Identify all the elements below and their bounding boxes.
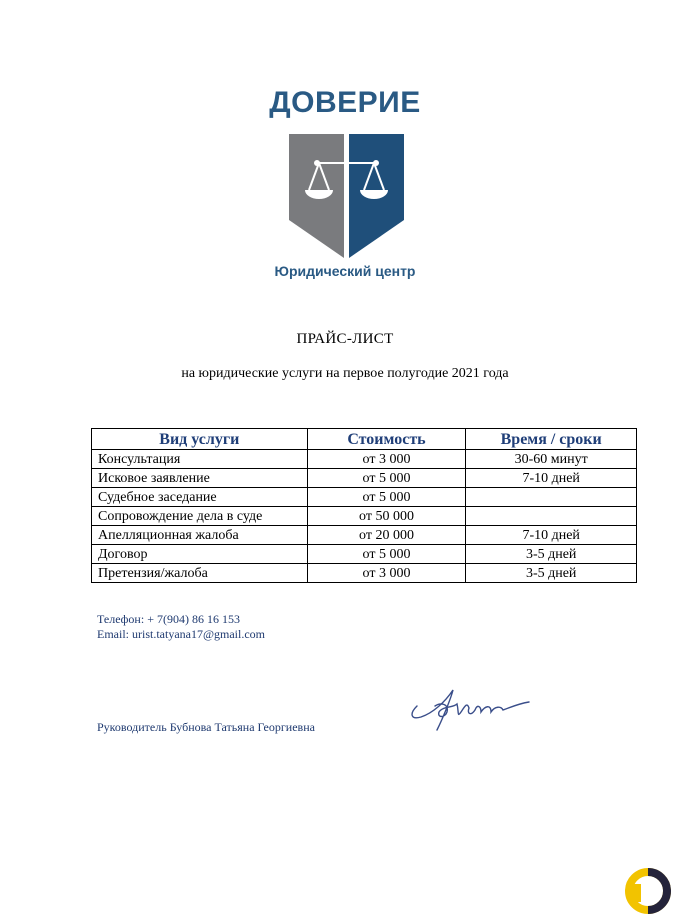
phone-text: Телефон: + 7(904) 86 16 153 — [97, 612, 240, 626]
table-row — [92, 545, 637, 564]
logo-subtitle: Юридический центр — [274, 263, 416, 279]
service-cell: Консультация — [92, 450, 308, 469]
email-text: Email: urist.tatyana17@gmail.com — [97, 627, 266, 641]
table-row — [92, 450, 637, 469]
table-row — [92, 507, 637, 526]
price-cell: от 5 000 — [307, 469, 466, 488]
table-row — [92, 469, 637, 488]
time-cell: 7-10 дней — [466, 526, 637, 545]
service-cell: Договор — [92, 545, 308, 564]
time-cell — [466, 507, 637, 526]
handwritten-signature — [405, 684, 535, 734]
price-cell: от 3 000 — [307, 450, 466, 469]
service-cell: Исковое заявление — [92, 469, 308, 488]
shield-scales-icon — [289, 134, 404, 258]
corner-brand-icon — [623, 866, 673, 916]
logo-title: ДОВЕРИЕ — [269, 86, 421, 119]
contacts-block — [97, 612, 265, 642]
price-table — [91, 428, 637, 583]
service-cell: Апелляционная жалоба — [92, 526, 308, 545]
service-cell: Судебное заседание — [92, 488, 308, 507]
header-time: Время / сроки — [466, 429, 637, 450]
document-title: ПРАЙС-ЛИСТ — [296, 331, 394, 347]
time-cell: 3-5 дней — [466, 564, 637, 583]
service-cell: Претензия/жалоба — [92, 564, 308, 583]
price-cell: от 20 000 — [307, 526, 466, 545]
table-row — [92, 488, 637, 507]
price-cell: от 3 000 — [307, 564, 466, 583]
header-price: Стоимость — [307, 429, 466, 450]
price-cell: от 5 000 — [307, 488, 466, 507]
header-service: Вид услуги — [92, 429, 308, 450]
document-subtitle: на юридические услуги на первое полугодие 2021 года — [181, 366, 509, 381]
table-row — [92, 564, 637, 583]
table-header-row — [92, 429, 637, 450]
price-cell: от 5 000 — [307, 545, 466, 564]
service-cell: Сопровождение дела в суде — [92, 507, 308, 526]
table-row — [92, 526, 637, 545]
time-cell: 3-5 дней — [466, 545, 637, 564]
signer-text: Руководитель Бубнова Татьяна Георгиевна — [97, 720, 315, 734]
time-cell — [466, 488, 637, 507]
time-cell: 30-60 минут — [466, 450, 637, 469]
price-cell: от 50 000 — [307, 507, 466, 526]
time-cell: 7-10 дней — [466, 469, 637, 488]
